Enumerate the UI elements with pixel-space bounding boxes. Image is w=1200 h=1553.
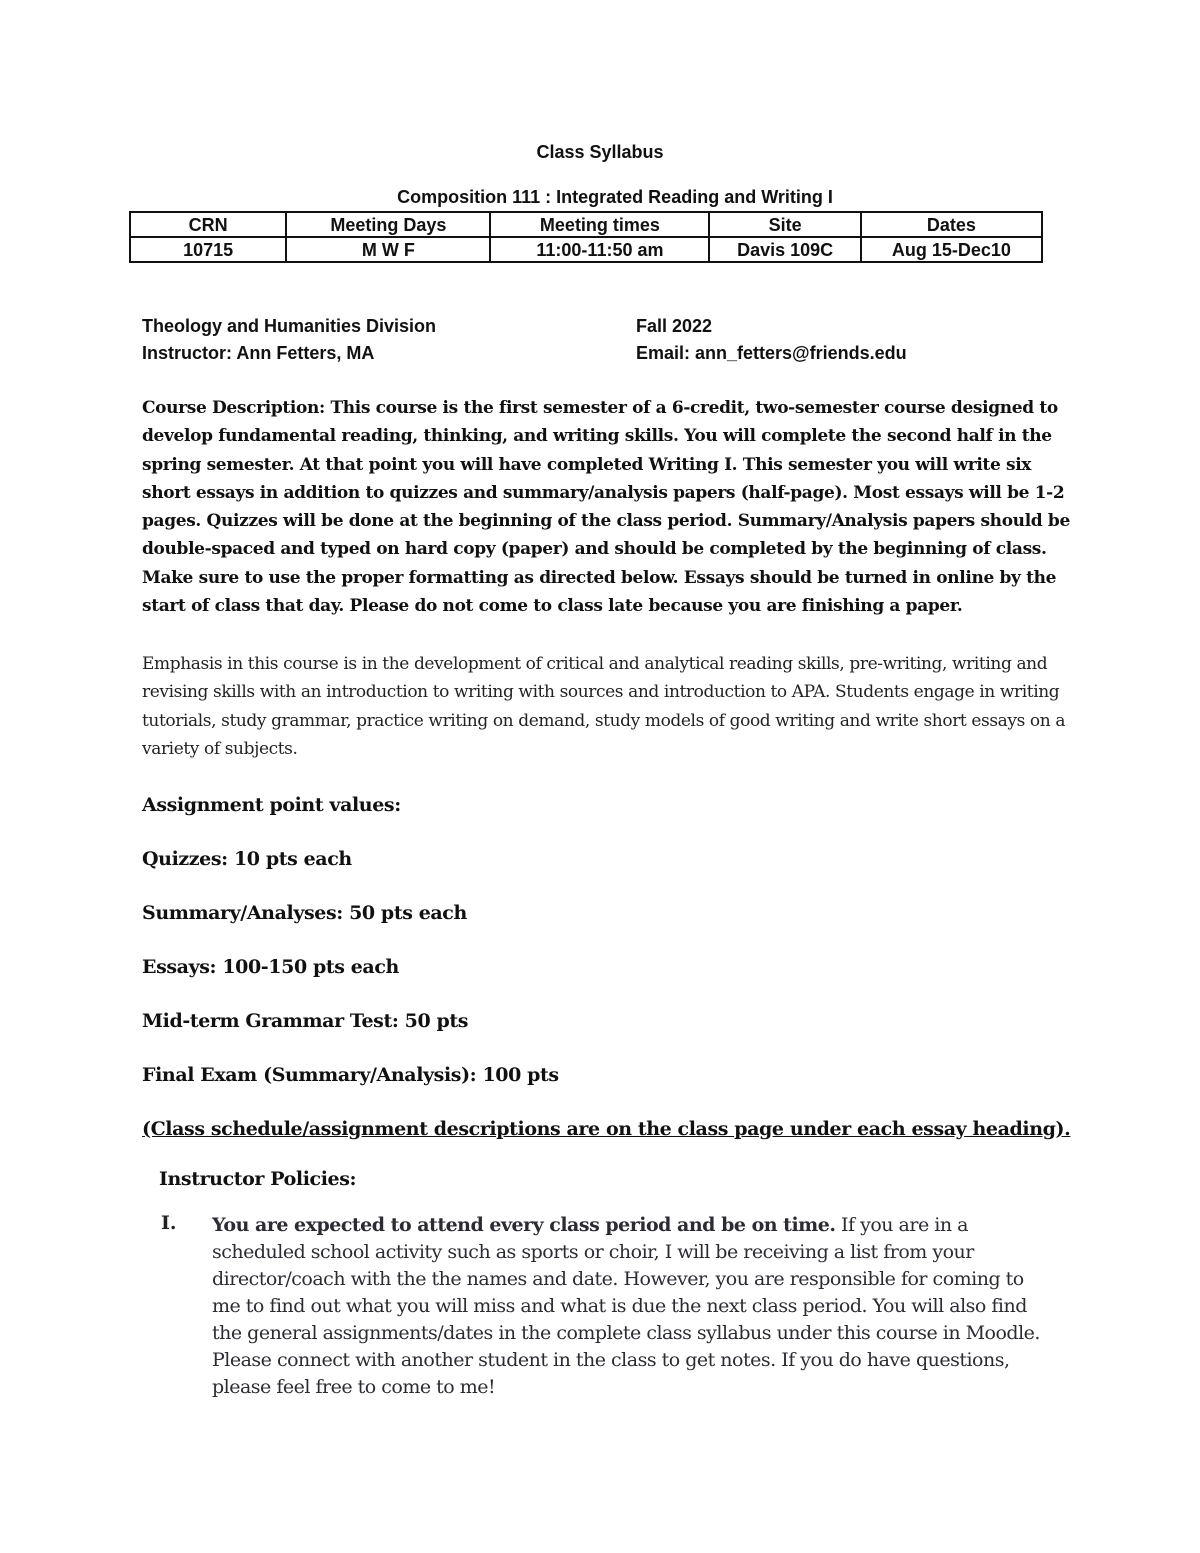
points-heading: Assignment point values:	[142, 794, 401, 816]
policy-number: I.	[161, 1212, 177, 1234]
header-dates: Dates	[861, 212, 1042, 237]
cell-crn: 10715	[130, 237, 286, 262]
instructor-label: Instructor: Ann Fetters, MA	[142, 343, 375, 363]
table-row	[130, 237, 1042, 262]
email-label: Email: ann_fetters@friends.edu	[636, 343, 907, 363]
course-info-table	[129, 211, 1043, 263]
points-item-quizzes: Quizzes: 10 pts each	[142, 848, 352, 870]
policy-body: If you are in a scheduled school activity such as sports or choir, I will be receiving a list from your director/coach with the the names and date. However, you are responsible for coming to me to find out what you will miss and what is due the next class period. You will also find the general assignments/dates in the complete class syllabus under this course in Moodle. Please connect with another student in the class to get notes. If you do have questions, please feel free to come to me!	[212, 1214, 1040, 1398]
course-description: Course Description: This course is the first semester of a 6-credit, two-semester course designed to develop fundamental reading, thinking, and writing skills. You will complete the second half in the spring semester. At that point you will have completed Writing I. This semester you will write six short essays in addition to quizzes and summary/analysis papers (half-page). Most essays will be 1-2 pages. Quizzes will be done at the beginning of the class period. Summary/Analysis papers should be double-spaced and typed on hard copy (paper) and should be completed by the beginning of class. Make sure to use the proper formatting as directed below. Essays should be turned in online by the start of class that day. Please do not come to class late because you are finishing a paper.	[142, 398, 1070, 617]
policy-lead: You are expected to attend every class period and be on time.	[212, 1214, 836, 1236]
course-title: Composition 111 : Integrated Reading and Writing I	[397, 187, 833, 207]
points-item-midterm: Mid-term Grammar Test: 50 pts	[142, 1010, 469, 1032]
header-meeting-days: Meeting Days	[286, 212, 490, 237]
points-item-final: Final Exam (Summary/Analysis): 100 pts	[142, 1064, 559, 1086]
header-crn: CRN	[130, 212, 286, 237]
term-label: Fall 2022	[636, 316, 713, 336]
emphasis-paragraph: Emphasis in this course is in the development of critical and analytical reading skills, pre-writing, writing and revising skills with an introduction to writing with sources and introduction to APA. Students engage in writing tutorials, study grammar, practice writing on demand, study models of good writing and write short essays on a variety of subjects.	[142, 654, 1066, 759]
table-header-row	[130, 212, 1042, 237]
header-site: Site	[709, 212, 860, 237]
header-meeting-times: Meeting times	[490, 212, 709, 237]
policies-heading: Instructor Policies:	[159, 1168, 357, 1190]
points-item-summary: Summary/Analyses: 50 pts each	[142, 902, 467, 924]
cell-meeting-times: 11:00-11:50 am	[490, 237, 709, 262]
schedule-note: (Class schedule/assignment descriptions are on the class page under each essay heading).	[142, 1118, 1071, 1140]
cell-site: Davis 109C	[709, 237, 860, 262]
document-title: Class Syllabus	[536, 142, 664, 162]
cell-meeting-days: M W F	[286, 237, 490, 262]
cell-dates: Aug 15-Dec10	[861, 237, 1042, 262]
division-label: Theology and Humanities Division	[142, 316, 437, 336]
policy-item	[212, 1212, 1052, 1401]
points-item-essays: Essays: 100-150 pts each	[142, 956, 399, 978]
